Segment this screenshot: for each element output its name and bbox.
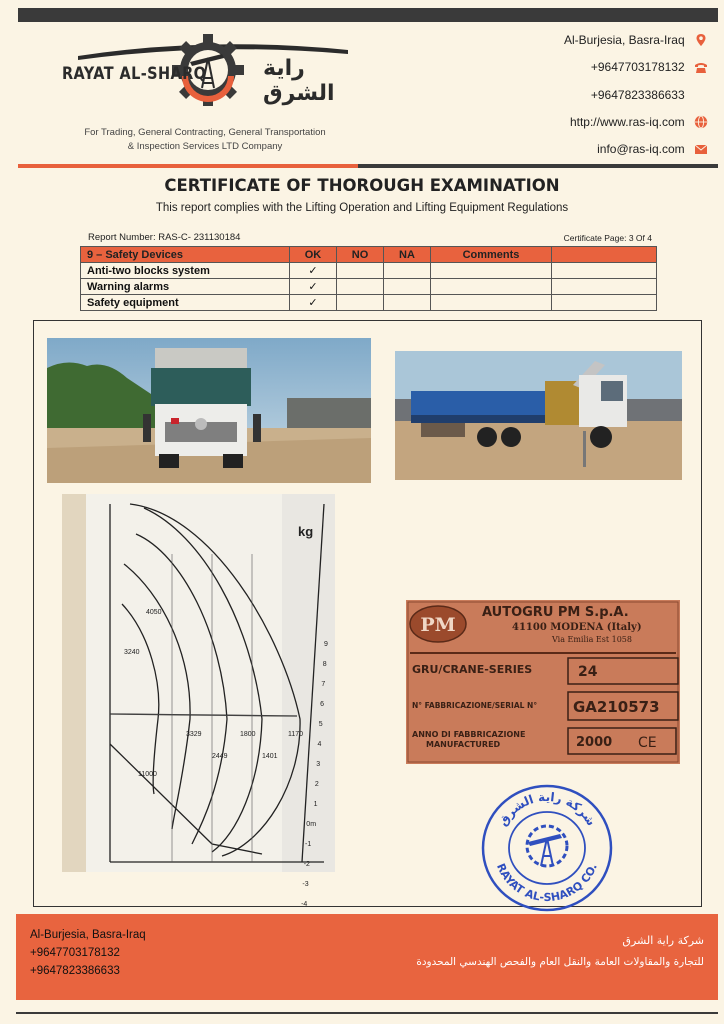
footer-address: Al-Burjesia, Basra-Iraq (30, 929, 146, 941)
chart-value-label: 3329 (186, 731, 202, 738)
contact-phone-1[interactable]: +9647703178132 (468, 59, 708, 74)
row-extra (552, 279, 657, 295)
manufacturer-street: Via Emilia Est 1058 (552, 635, 632, 644)
row-no (337, 279, 384, 295)
company-tagline (50, 126, 360, 154)
row-extra (552, 263, 657, 279)
chart-unit-label: kg (298, 524, 314, 539)
chart-axis-tick-label: -4 (301, 901, 308, 908)
row-na (384, 263, 431, 279)
chart-value-label: 11000 (138, 771, 157, 778)
year-value: 2000 (576, 735, 613, 750)
header-divider-dark (358, 164, 718, 168)
chart-axis-tick-label: 1 (313, 801, 318, 808)
row-comments (431, 263, 552, 279)
column-header-safety-devices: 9 – Safety Devices (81, 247, 290, 263)
tagline-line-1: For Trading, General Contracting, General Transportation (84, 127, 326, 138)
footer (16, 914, 718, 1000)
chart-axis-tick-label: 5 (318, 721, 323, 728)
tagline-line-2: & Inspection Services LTD Company (127, 141, 283, 152)
footer-contact (30, 926, 146, 980)
chart-axis-tick-label: 0m (306, 821, 317, 828)
company-name-ar: راية الشرق (263, 56, 335, 106)
row-comments (431, 295, 552, 311)
chart-axis-tick-label: 3 (316, 761, 321, 768)
column-header-no: NO (337, 247, 384, 263)
table-header-row (81, 247, 657, 263)
series-value: 24 (578, 664, 598, 680)
serial-label: N° FABBRICAZIONE/SERIAL N° (412, 701, 538, 710)
ce-mark-icon: CE (638, 735, 657, 751)
safety-devices-table (80, 246, 657, 311)
truck-front-photo (47, 338, 371, 483)
row-item: Safety equipment (81, 295, 290, 311)
row-na (384, 279, 431, 295)
row-item: Warning alarms (81, 279, 290, 295)
email-icon (694, 142, 708, 156)
row-no (337, 295, 384, 311)
certificate-page: Certificate Page: 3 Of 4 (563, 233, 652, 243)
contact-address: Al-Burjesia, Basra-Iraq (468, 32, 708, 47)
series-label: GRU/CRANE-SERIES (412, 663, 533, 676)
chart-axis-tick-label: -1 (305, 841, 312, 848)
contact-phone-2[interactable]: +9647823386633 (590, 87, 685, 102)
footer-company-desc-ar: للتجارة والمقاولات العامة والنقل العام والفحص الهندسي المحدودة (416, 956, 704, 968)
chart-axis-tick-label: 9 (324, 641, 328, 648)
truck-side-photo (395, 351, 682, 480)
chart-value-label: 2449 (212, 753, 228, 760)
stamp-text-en: RAYAT AL-SHARQ CO. (494, 861, 600, 905)
row-comments (431, 279, 552, 295)
chart-axis-tick-label: 4 (317, 741, 322, 748)
footer-phone-2[interactable]: +9647823386633 (30, 965, 120, 977)
company-stamp (478, 780, 616, 916)
table-row (81, 279, 657, 295)
row-ok-check: ✓ (290, 295, 337, 311)
contact-website[interactable]: http://www.ras-iq.com (468, 114, 708, 129)
row-item: Anti-two blocks system (81, 263, 290, 279)
manufacturer-name: AUTOGRU PM S.p.A. (482, 605, 629, 620)
stamp-text-ar: شركة راية الشرق (495, 789, 599, 829)
report-number: Report Number: RAS-C- 231130184 (88, 232, 241, 243)
footer-company-name-ar: شركة راية الشرق (622, 934, 704, 947)
manufacturer-address: 41100 MODENA (Italy) (512, 622, 642, 633)
chart-value-label: 4050 (146, 609, 162, 616)
phone-icon (694, 60, 708, 74)
chart-axis-tick-label: -2 (303, 861, 310, 868)
year-label-1: ANNO DI FABBRICAZIONE (412, 730, 526, 739)
row-extra (552, 295, 657, 311)
company-logo (58, 28, 358, 126)
column-header-comments: Comments (431, 247, 552, 263)
chart-axis-tick-label: 7 (321, 681, 326, 688)
chart-axis-tick-label: -3 (302, 881, 309, 888)
column-header-blank (552, 247, 657, 263)
column-header-na: NA (384, 247, 431, 263)
company-name-en: RAYAT AL-SHARQ (62, 64, 207, 84)
table-row (81, 295, 657, 311)
contact-email[interactable]: info@ras-iq.com (468, 141, 708, 156)
row-ok-check: ✓ (290, 263, 337, 279)
location-pin-icon (694, 33, 708, 47)
pm-logo-text: PM (420, 614, 456, 636)
chart-axis-tick-label: 2 (314, 781, 319, 788)
chart-axis-tick-label: 8 (322, 661, 327, 668)
chart-value-label: 3240 (124, 649, 140, 656)
chart-value-label: 1800 (240, 731, 256, 738)
serial-value: GA210573 (573, 698, 660, 716)
chart-axis-tick-label: 6 (320, 701, 325, 708)
row-na (384, 295, 431, 311)
stamp-oil-rig-icon (527, 826, 567, 866)
footer-phone-1[interactable]: +9647703178132 (30, 947, 120, 959)
crane-load-chart (62, 494, 335, 908)
bottom-line (16, 1012, 718, 1014)
chart-value-label: 1401 (262, 753, 278, 760)
row-ok-check: ✓ (290, 279, 337, 295)
certificate-title: CERTIFICATE OF THOROUGH EXAMINATION (164, 176, 560, 195)
year-label-2: MANUFACTURED (426, 740, 501, 749)
column-header-ok: OK (290, 247, 337, 263)
chart-value-label: 1170 (288, 731, 304, 738)
row-no (337, 263, 384, 279)
table-row (81, 263, 657, 279)
crane-nameplate (406, 600, 680, 764)
globe-icon (694, 115, 708, 129)
top-bar (18, 8, 718, 22)
certificate-subtitle: This report complies with the Lifting Operation and Lifting Equipment Regulations (155, 202, 569, 214)
header-divider-orange (18, 164, 358, 168)
